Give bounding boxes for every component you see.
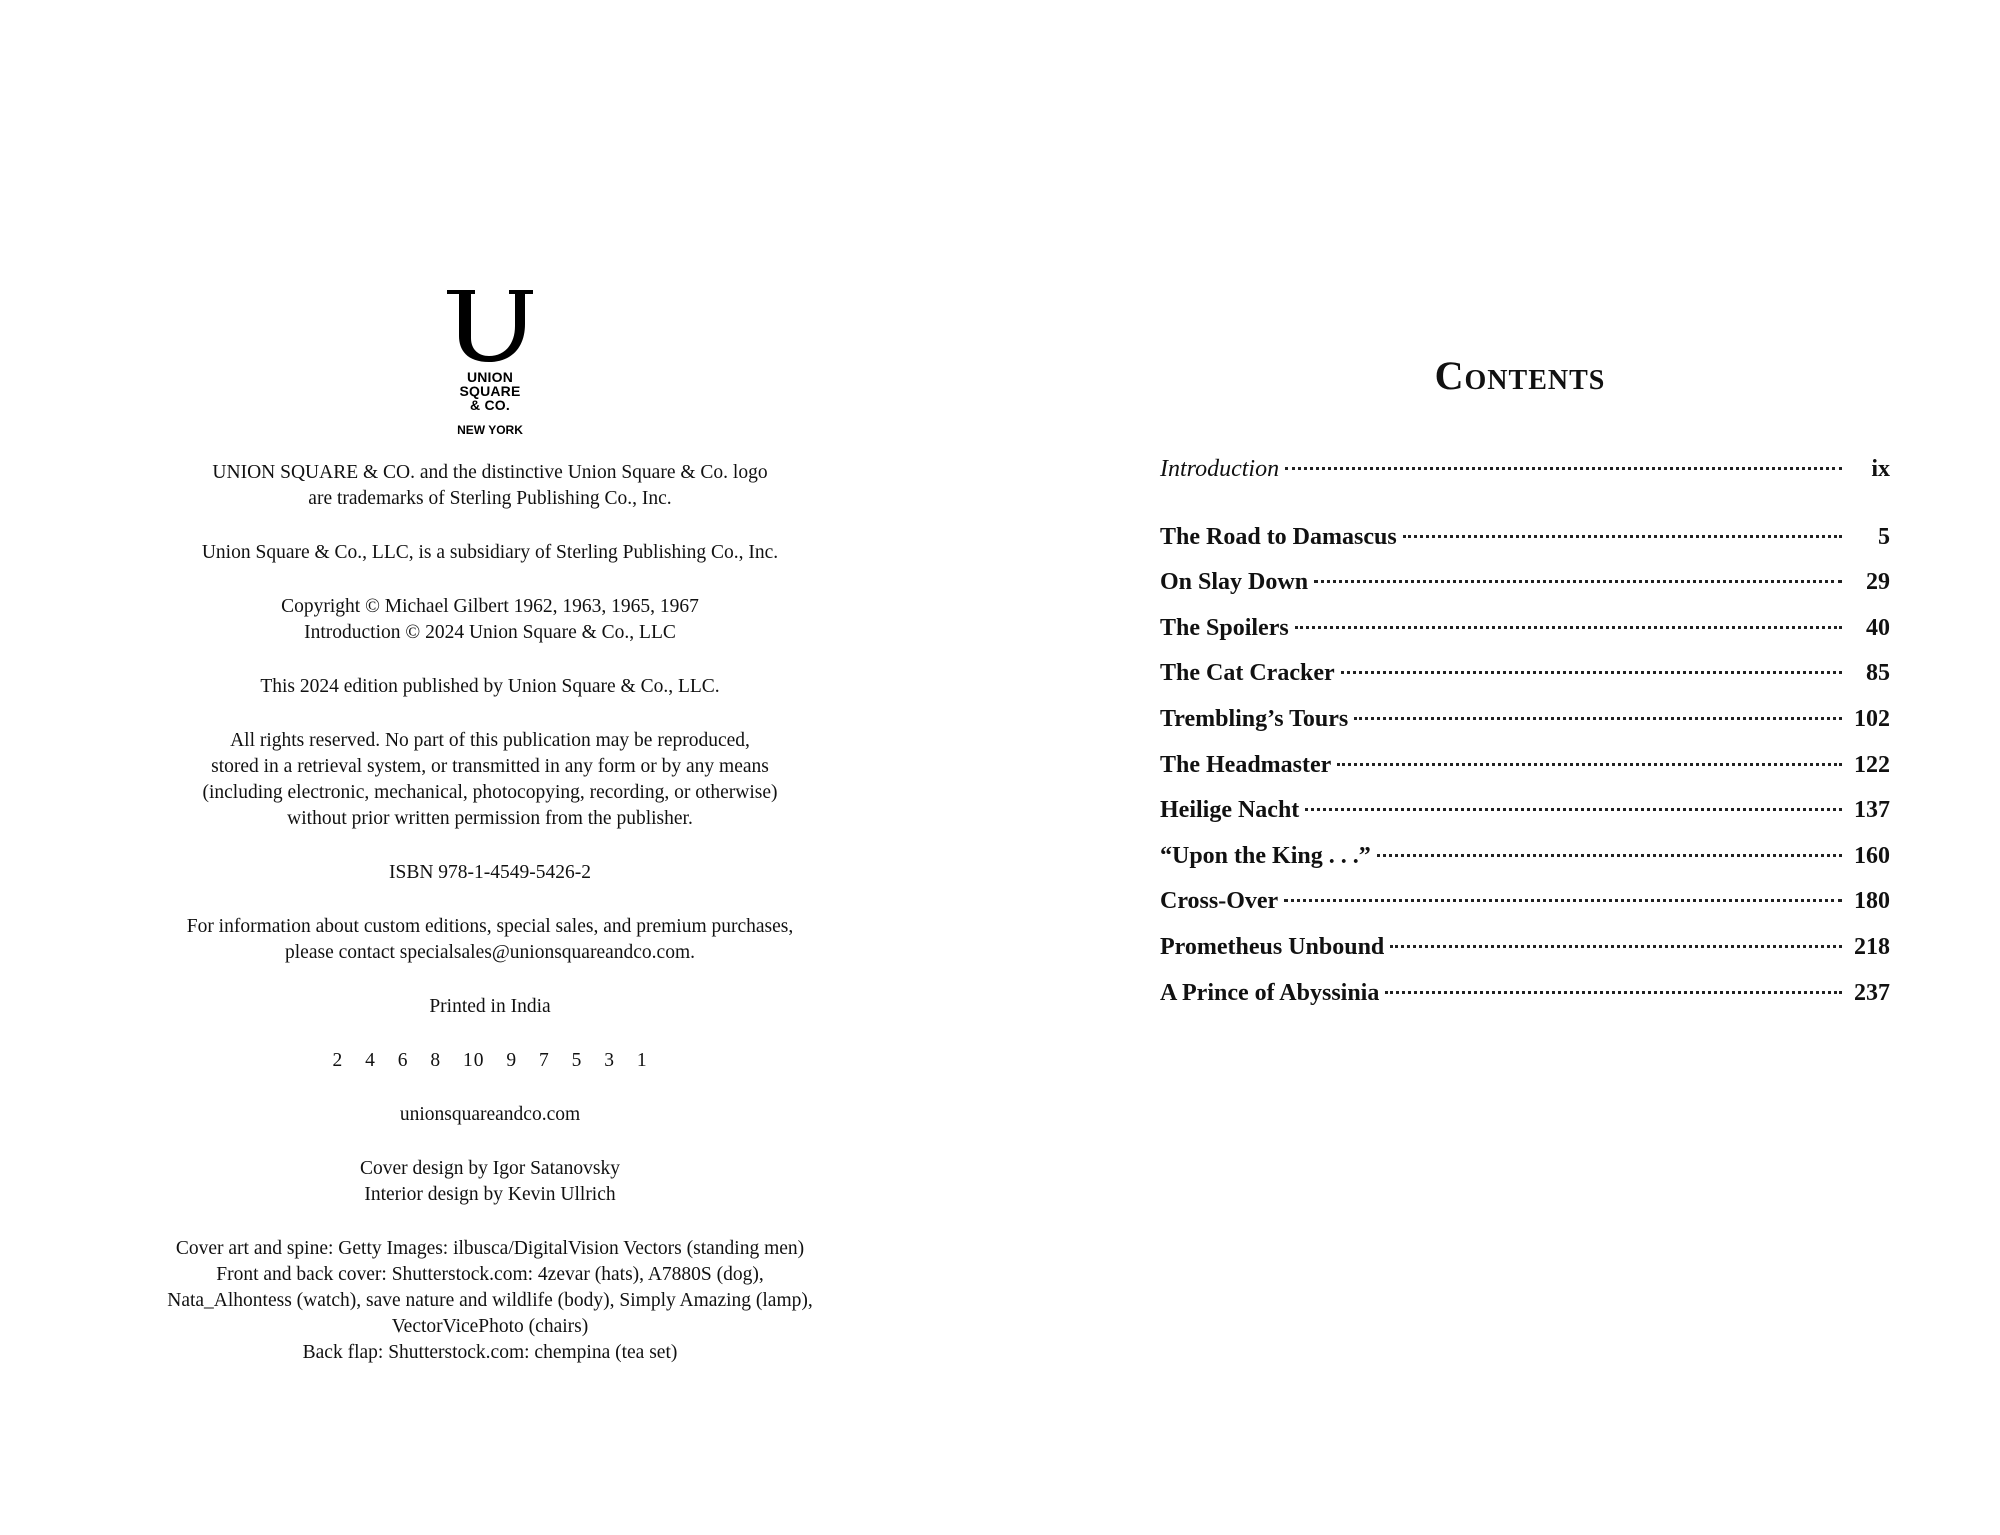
toc-entry-title: The Headmaster xyxy=(1160,751,1332,778)
toc-entry-page: 5 xyxy=(1878,523,1890,550)
toc-entry-page: 160 xyxy=(1854,842,1890,869)
toc-entry-title: Cross-Over xyxy=(1160,888,1279,915)
dot-leader xyxy=(1354,717,1842,720)
toc-entry-title: The Road to Damascus xyxy=(1160,523,1397,550)
dot-leader xyxy=(1284,899,1842,902)
art-credits: Cover art and spine: Getty Images: ilbusca/DigitalVision Vectors (standing men) Front and back cover: Shutterstock.com: 4zevar (hats), A7880S (dog), Nata_Alhontess (watch), save nature and wildlife (body), Simply Amazing (lamp), VectorVicePhoto (chairs) Back flap: Shutterstock.com: chempina (tea set) xyxy=(167,1238,813,1363)
toc-entry-title: Trembling’s Tours xyxy=(1160,705,1349,732)
dot-leader xyxy=(1305,808,1842,811)
contents-page xyxy=(1000,0,2000,1535)
toc-entry[interactable] xyxy=(1160,660,1890,706)
toc-entry[interactable] xyxy=(1160,752,1890,798)
rights-paragraph: All rights reserved. No part of this publication may be reproduced, stored in a retrieval system, or transmitted in any form or by any means (including electronic, mechanical, photocopying, recording, or otherwise) without prior written permission from the publisher. xyxy=(202,730,778,829)
toc-entry-page: 40 xyxy=(1866,614,1890,641)
design-credits: Cover design by Igor Satanovsky Interior design by Kevin Ullrich xyxy=(360,1158,620,1205)
toc-entry-page: 29 xyxy=(1866,569,1890,596)
toc-entry-page: 85 xyxy=(1866,660,1890,687)
table-of-contents xyxy=(1160,456,1890,1025)
dot-leader xyxy=(1285,467,1842,470)
copyright-notice: Copyright © Michael Gilbert 1962, 1963, 1965, 1967 Introduction © 2024 Union Square & Co., LLC xyxy=(281,596,699,643)
logo-word-union: UNION xyxy=(466,369,514,385)
toc-entry-title: The Spoilers xyxy=(1160,614,1289,641)
toc-entry-title: Heilige Nacht xyxy=(1160,797,1300,824)
dot-leader xyxy=(1337,763,1842,766)
dot-leader xyxy=(1390,945,1842,948)
toc-entry-page: 180 xyxy=(1854,888,1890,915)
toc-entry[interactable] xyxy=(1160,888,1890,934)
toc-entry-page: 218 xyxy=(1854,933,1890,960)
toc-entry-title: A Prince of Abyssinia xyxy=(1160,979,1380,1006)
toc-entry-title: Introduction xyxy=(1160,456,1280,482)
toc-entry[interactable] xyxy=(1160,797,1890,843)
contents-heading: Contents xyxy=(1434,353,1606,398)
toc-entry-title: Prometheus Unbound xyxy=(1160,933,1385,960)
toc-entry-title: On Slay Down xyxy=(1160,569,1309,596)
toc-entry[interactable] xyxy=(1160,980,1890,1026)
sales-contact-paragraph: For information about custom editions, special sales, and premium purchases, please contact specialsales@unionsquareandco.com. xyxy=(186,916,794,963)
printed-location: Printed in India xyxy=(429,996,551,1017)
publisher-website: unionsquareandco.com xyxy=(399,1104,581,1125)
copyright-block xyxy=(140,460,840,1394)
toc-entry[interactable] xyxy=(1160,843,1890,889)
dot-leader xyxy=(1314,580,1842,583)
toc-entry[interactable] xyxy=(1160,934,1890,980)
dot-leader xyxy=(1385,991,1842,994)
toc-entry[interactable] xyxy=(1160,569,1890,615)
subsidiary-paragraph: Union Square & Co., LLC, is a subsidiary of Sterling Publishing Co., Inc. xyxy=(201,542,779,563)
dot-leader xyxy=(1341,671,1842,674)
toc-entry-title: “Upon the King . . .” xyxy=(1160,842,1371,869)
printer-key: 2 4 6 8 10 9 7 5 3 1 xyxy=(332,1050,648,1071)
toc-entry[interactable] xyxy=(1160,456,1890,502)
logo-word-co: & CO. xyxy=(470,397,510,413)
publisher-logo xyxy=(430,288,550,436)
toc-entry-page: 102 xyxy=(1854,705,1890,732)
trademark-paragraph: UNION SQUARE & CO. and the distinctive Union Square & Co. logo are trademarks of Sterling Publishing Co., Inc. xyxy=(212,462,768,509)
union-square-u-logo-icon xyxy=(445,288,535,364)
toc-entry[interactable] xyxy=(1160,615,1890,661)
dot-leader xyxy=(1403,535,1842,538)
toc-entry-page: ix xyxy=(1871,456,1890,482)
logo-city: NEW YORK xyxy=(457,423,523,437)
toc-entry[interactable] xyxy=(1160,524,1890,570)
dot-leader xyxy=(1295,626,1842,629)
logo-word-square: SQUARE xyxy=(459,383,521,399)
toc-entry-page: 137 xyxy=(1854,797,1890,824)
isbn: ISBN 978-1-4549-5426-2 xyxy=(388,862,592,883)
toc-entry-title: The Cat Cracker xyxy=(1160,660,1335,687)
dot-leader xyxy=(1377,854,1842,857)
toc-entry-page: 237 xyxy=(1854,979,1890,1006)
toc-entry-page: 122 xyxy=(1854,751,1890,778)
toc-entry[interactable] xyxy=(1160,706,1890,752)
edition-notice: This 2024 edition published by Union Square & Co., LLC. xyxy=(260,676,720,697)
